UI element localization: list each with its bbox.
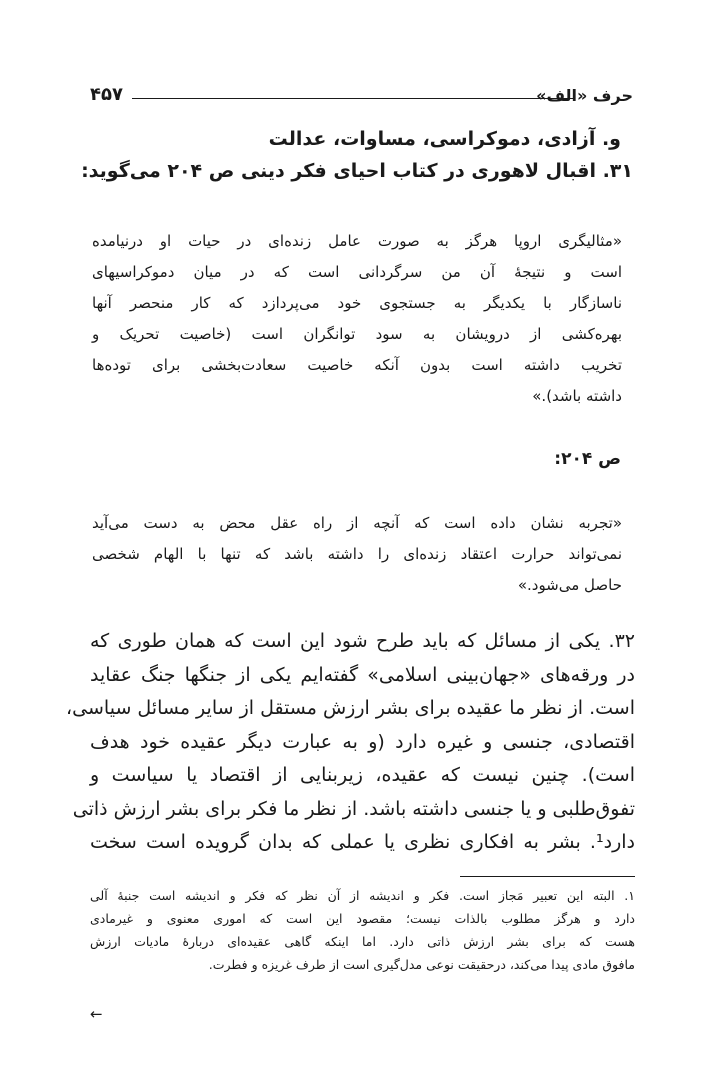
- quote-1-line: ناسازگار با یکدیگر به جستجوی خود می‌پردازد که کار منحصر آنها: [92, 294, 622, 312]
- paragraph-line: دارد¹. بشر به افکاری نظری یا عملی که بدان گرویده است سخت: [90, 831, 635, 853]
- quote-2-line: «تجربه نشان داده است که آنچه از راه عقل محض به دست می‌آید: [92, 514, 622, 532]
- footnote: [90, 884, 635, 976]
- quote-1-line: بهره‌کشی از درویشان به سود توانگران است (خاصیت تحریک و: [92, 325, 622, 343]
- page-number: ۴۵۷: [90, 84, 123, 105]
- paragraph-line: تفوق‌طلبی و یا جنسی داشته باشد. از نظر ما فکر برای بشر ارزش ذاتی: [72, 797, 635, 820]
- footnote-line: ۱. البته این تعبیر مَجاز است. فکر و اندیشه از آن نظر که فکر و اندیشه است جنبهٔ آلی: [90, 888, 635, 903]
- quote-1-line: «مثالیگری اروپا هرگز به صورت عامل زنده‌ای در حیات او درنیامده: [92, 232, 622, 250]
- quote-2-line: حاصل می‌شود.»: [517, 576, 622, 594]
- paragraph-line: ۳۲. یکی از مسائل که باید طرح شود این است که همان طوری که: [90, 630, 635, 652]
- quote-block-1: [92, 226, 622, 412]
- header-title: حرف «الف»: [536, 86, 633, 105]
- quote-1-line: است و نتیجهٔ آن من سرگردانی است که در میان دموکراسیهای: [92, 263, 622, 281]
- page-reference: ص ۲۰۴:: [554, 449, 621, 469]
- footnote-line: دارد و هرگز مطلوب بالذات نیست؛ مقصود این است که اموری معنوی و غیرمادی: [90, 911, 635, 926]
- continuation-arrow-icon: ←: [90, 1005, 103, 1023]
- paragraph-line: است. از نظر ما عقیده برای بشر ارزش مستقل از سایر مسائل سیاسی،: [66, 697, 635, 719]
- quote-block-2: [92, 508, 622, 601]
- quote-2-line: نمی‌تواند حرارت اعتقاد زنده‌ای را داشته باشد که تنها با الهام شخصی: [92, 545, 622, 563]
- paragraph-line: اقتصادی، جنسی و غیره دارد (و به عبارت دیگر عقیده خود هدف: [90, 730, 635, 753]
- running-header: [90, 84, 633, 110]
- quote-1-line: داشته باشد).»: [532, 387, 622, 405]
- footnote-rule: [460, 876, 635, 877]
- paragraph-line: در ورقه‌های «جهان‌بینی اسلامی» گفته‌ایم یکی از جنگها جنگ عقاید: [90, 663, 635, 686]
- header-rule: [132, 98, 573, 99]
- footnote-line: هست که برای بشر ارزش ذاتی دارد. اما اینکه گاهی عقیده‌ای دربارهٔ مادیات ارزش: [90, 934, 635, 949]
- footnote-line: مافوق مادی پیدا می‌کند، درحقیقت نوعی مدل‌گیری است از طرف غریزه و فطرت.: [208, 957, 635, 972]
- item-31-heading: ۳۱. اقبال لاهوری در کتاب احیای فکر دینی ص ۲۰۴ می‌گوید:: [81, 160, 633, 182]
- item-32-paragraph: [66, 625, 635, 860]
- paragraph-line: است). چنین نیست که عقیده، زیربنایی از اقتصاد یا سیاست و: [90, 764, 635, 786]
- section-heading: و. آزادی، دموکراسی، مساوات، عدالت: [268, 128, 621, 150]
- quote-1-line: تخریب داشته است بدون آنکه خاصیت سعادت‌بخشی برای توده‌ها: [92, 356, 622, 374]
